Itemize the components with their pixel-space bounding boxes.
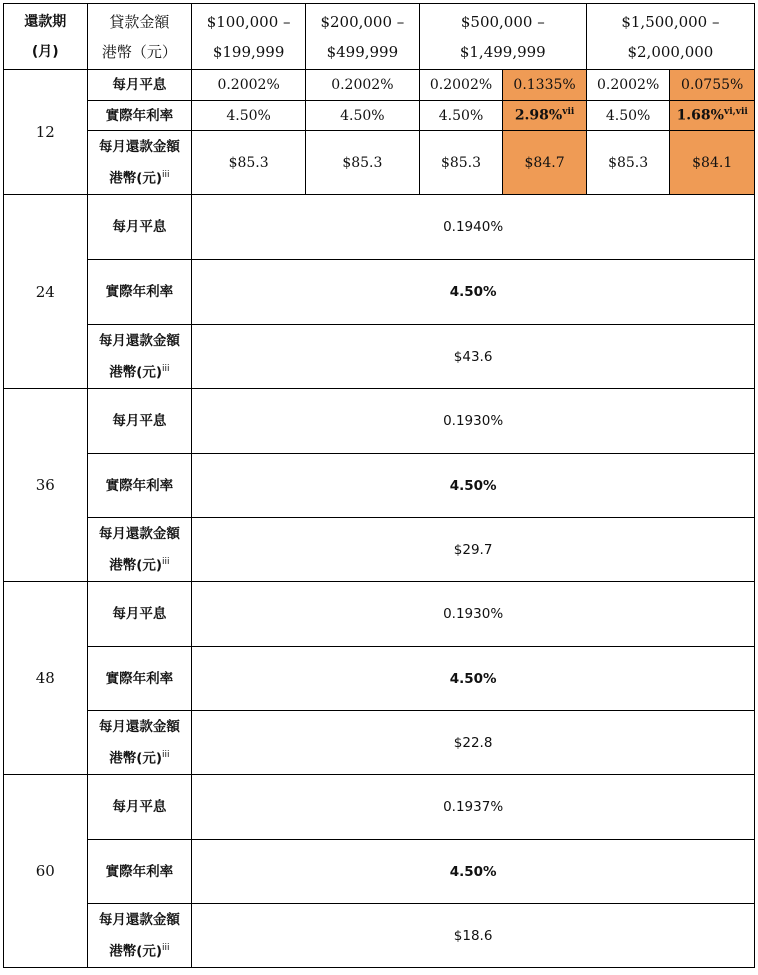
term12-repay-5: $85.3 [586, 131, 670, 195]
term48-repay: $22.8 [192, 711, 755, 775]
tier-3-line2: $1,499,999 [459, 42, 546, 61]
header-period-line1: 還款期 [24, 13, 67, 30]
header-amount [87, 4, 192, 70]
label-apr: 實際年利率 [87, 840, 192, 904]
label-repay-line2: 港幣(元)$^{iii}$ [109, 749, 170, 767]
term48-rate-row [4, 582, 755, 647]
tier-1-line2: $199,999 [212, 42, 285, 61]
label-repay [87, 711, 192, 775]
header-amount-line2: 港幣（元） [101, 42, 177, 61]
label-repay [87, 518, 192, 582]
label-repay [87, 325, 192, 389]
term24-monthly-rate: 0.1940% [192, 195, 755, 260]
term36-repay: $29.7 [192, 518, 755, 582]
term12-apr-3: 4.50% [419, 101, 503, 131]
label-repay-line2: 港幣(元)$^{iii}$ [109, 363, 170, 381]
term12-repay-3: $85.3 [419, 131, 503, 195]
term36-apr-row [4, 454, 755, 518]
label-repay-line1: 每月還款金額 [98, 138, 180, 155]
term48-apr: 4.50% [192, 647, 755, 711]
label-monthly-rate: 每月平息 [87, 582, 192, 647]
tier-3-line1: $500,000 – [460, 12, 545, 31]
tier-2-line1: $200,000 – [320, 12, 405, 31]
label-monthly-rate: 每月平息 [87, 775, 192, 840]
label-repay-line1: 每月還款金額 [98, 525, 180, 542]
term24-rate-row [4, 195, 755, 260]
term12-apr-row [4, 101, 755, 131]
header-tier-2 [305, 4, 419, 70]
term48-monthly-rate: 0.1930% [192, 582, 755, 647]
term60-apr-row [4, 840, 755, 904]
period-48: 48 [4, 582, 88, 775]
label-repay [87, 904, 192, 968]
header-period-line2: (月) [31, 43, 59, 60]
label-apr: 實際年利率 [87, 260, 192, 325]
term12-repay-1: $85.3 [192, 131, 306, 195]
label-repay-line2: 港幣(元)$^{iii}$ [109, 556, 170, 574]
tier-4-line2: $2,000,000 [627, 42, 714, 61]
term12-rate-5: 0.2002% [586, 70, 670, 101]
term48-repay-row [4, 711, 755, 775]
label-monthly-rate: 每月平息 [87, 195, 192, 260]
label-repay [87, 131, 192, 195]
term60-monthly-rate: 0.1937% [192, 775, 755, 840]
label-repay-line1: 每月還款金額 [98, 911, 180, 928]
term12-apr-1: 4.50% [192, 101, 306, 131]
term24-repay-row [4, 325, 755, 389]
term12-apr-5: 4.50% [586, 101, 670, 131]
term12-repay-4: $84.7 [503, 131, 587, 195]
term60-repay-row [4, 904, 755, 968]
label-repay-line1: 每月還款金額 [98, 332, 180, 349]
term12-rate-2: 0.2002% [305, 70, 419, 101]
term36-apr: 4.50% [192, 454, 755, 518]
label-apr: 實際年利率 [87, 647, 192, 711]
term36-rate-row [4, 389, 755, 454]
term36-monthly-rate: 0.1930% [192, 389, 755, 454]
term60-repay: $18.6 [192, 904, 755, 968]
period-12: 12 [4, 70, 88, 195]
header-row [4, 4, 755, 70]
label-repay-line1: 每月還款金額 [98, 718, 180, 735]
term12-repay-6: $84.1 [670, 131, 755, 195]
label-repay-line2: 港幣(元)$^{iii}$ [109, 942, 170, 960]
term12-repay-2: $85.3 [305, 131, 419, 195]
label-repay-line2: 港幣(元)$^{iii}$ [109, 169, 170, 187]
term12-apr-6 [670, 101, 755, 131]
tier-4-line1: $1,500,000 – [621, 12, 720, 31]
term12-rate-1: 0.2002% [192, 70, 306, 101]
period-36: 36 [4, 389, 88, 582]
term12-apr-6-value: 1.68% [676, 107, 724, 124]
tier-2-line2: $499,999 [326, 42, 399, 61]
label-monthly-rate: 每月平息 [87, 70, 192, 101]
term48-apr-row [4, 647, 755, 711]
term24-apr: 4.50% [192, 260, 755, 325]
term12-repay-row [4, 131, 755, 195]
header-period [4, 4, 88, 70]
period-60: 60 [4, 775, 88, 968]
header-tier-3 [419, 4, 586, 70]
header-tier-1 [192, 4, 306, 70]
label-apr: 實際年利率 [87, 454, 192, 518]
label-apr: 實際年利率 [87, 101, 192, 131]
term12-apr-6-sup: vi,vii [723, 107, 748, 118]
term12-rate-6: 0.0755% [670, 70, 755, 101]
label-monthly-rate: 每月平息 [87, 389, 192, 454]
term36-repay-row [4, 518, 755, 582]
term12-apr-4 [503, 101, 587, 131]
tier-1-line1: $100,000 – [206, 12, 291, 31]
term12-rate-row [4, 70, 755, 101]
term60-apr: 4.50% [192, 840, 755, 904]
loan-rate-table [3, 3, 755, 968]
term12-apr-4-value: 2.98% [514, 107, 563, 124]
term12-rate-3: 0.2002% [419, 70, 503, 101]
period-24: 24 [4, 195, 88, 389]
term12-rate-4: 0.1335% [503, 70, 587, 101]
header-amount-line1: 貸款金額 [109, 12, 170, 31]
term60-rate-row [4, 775, 755, 840]
term24-repay: $43.6 [192, 325, 755, 389]
header-tier-4 [586, 4, 754, 70]
term24-apr-row [4, 260, 755, 325]
term12-apr-4-sup: vii [562, 107, 575, 118]
term12-apr-2: 4.50% [305, 101, 419, 131]
